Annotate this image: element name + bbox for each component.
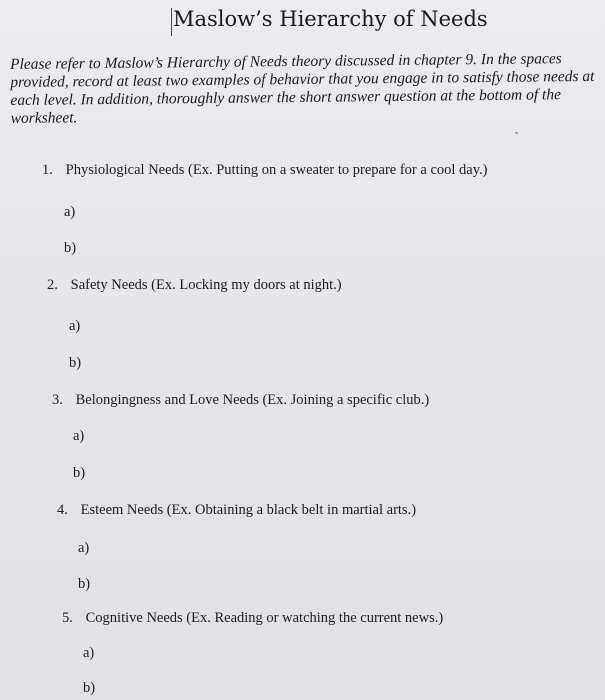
answer-a-label: a) xyxy=(69,318,81,334)
item-text: Physiological Needs (Ex. Putting on a sweater to prepare for a cool day.) xyxy=(65,162,488,178)
item-number: 3. xyxy=(52,392,63,408)
answer-b-label: b) xyxy=(73,465,86,481)
answer-a-label: a) xyxy=(83,645,95,661)
question-item-4 xyxy=(57,502,416,519)
answer-a-label: a) xyxy=(64,204,76,220)
page-title: Maslow’s Hierarchy of Needs xyxy=(173,7,488,31)
item-number: 2. xyxy=(47,277,58,293)
question-item-3 xyxy=(52,392,429,409)
question-item-2 xyxy=(47,277,342,294)
answer-b-label: b) xyxy=(64,240,77,256)
item-text: Cognitive Needs (Ex. Reading or watching the current news.) xyxy=(85,610,444,626)
instructions-paragraph: Please refer to Maslow’s Hierarchy of Needs theory discussed in chapter 9. In the spaces provided, record at least two examples of behavior that you engage in to satisfy those needs at each level. In addition, thoroughly answer the short answer question at the bottom of the worksheet. xyxy=(10,50,595,127)
answer-a-label: a) xyxy=(78,540,90,556)
item-number: 1. xyxy=(42,162,53,178)
item-number: 4. xyxy=(57,502,68,518)
stray-mark xyxy=(515,132,518,134)
answer-b-label: b) xyxy=(83,680,96,696)
answer-a-label: a) xyxy=(73,428,85,444)
question-item-5 xyxy=(62,610,443,627)
item-text: Safety Needs (Ex. Locking my doors at night.) xyxy=(70,277,342,293)
answer-b-label: b) xyxy=(78,576,91,592)
question-item-1 xyxy=(42,162,487,179)
item-text: Esteem Needs (Ex. Obtaining a black belt in martial arts.) xyxy=(80,502,417,518)
item-text: Belongingness and Love Needs (Ex. Joining a specific club.) xyxy=(75,392,430,408)
item-number: 5. xyxy=(62,610,73,626)
answer-b-label: b) xyxy=(69,355,82,371)
